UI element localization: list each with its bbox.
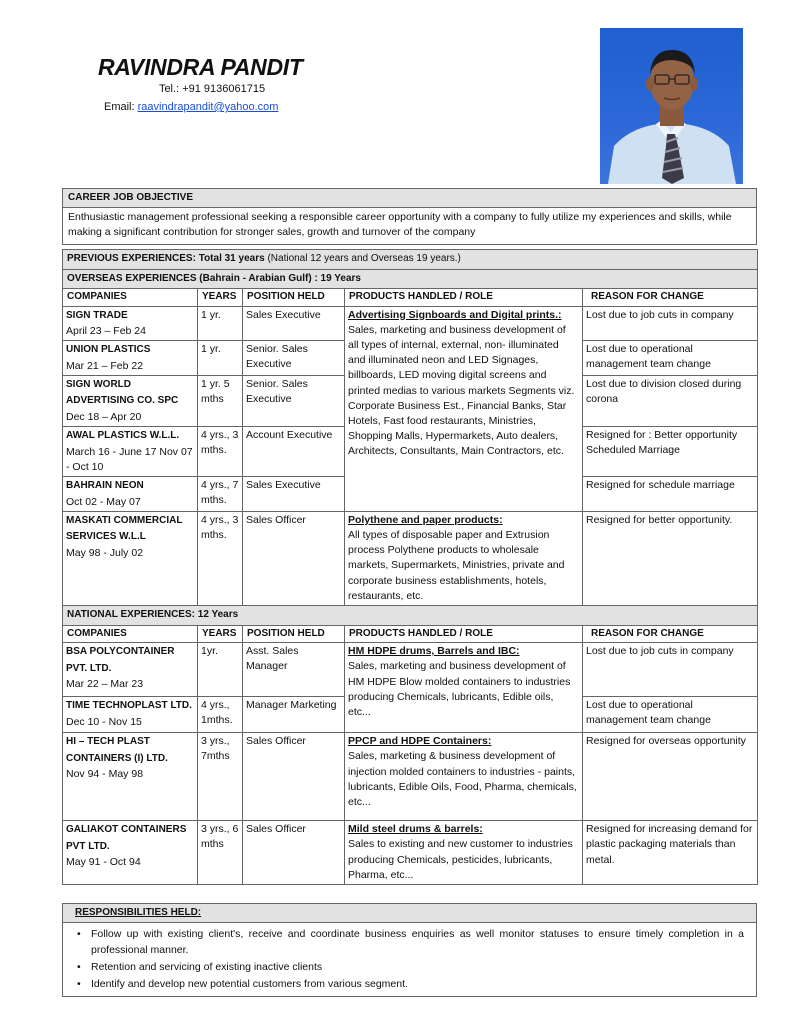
telephone: Tel.: +91 9136061715: [158, 83, 266, 95]
employment-dates: Mar 21 – Feb 22: [66, 359, 144, 372]
col-companies: COMPANIES: [63, 625, 198, 643]
email-link[interactable]: raavindrapandit@yahoo.com: [137, 101, 279, 113]
reason-value: Lost due to job cuts in company: [583, 643, 758, 697]
position-value: Manager Marketing: [243, 697, 345, 733]
responsibilities-list: [63, 923, 756, 996]
employment-dates: March 16 - June 17 Nov 07 - Oct 10: [66, 445, 193, 473]
products-text: Sales, marketing and business development of all types of internal, external, non- illuminated and illuminated neon and LED Signages, billboards, LED moving digital screens and printed medias to various markets Segments viz. Corporate Business Est., Financial Banks, Star Hotels, Fast food restaurants, Ministries, Shopping Malls, Hypermarkets, Auto dealers, Architects, Consultants, Main Contractors, etc.: [348, 323, 575, 458]
company-name: UNION PLASTICS: [66, 344, 151, 356]
employment-dates: Mar 22 – Mar 23: [66, 678, 144, 691]
products-polythene: [345, 511, 583, 605]
products-title: Polythene and paper products:: [348, 513, 503, 526]
years-value: 3 yrs., 7mths: [198, 733, 243, 821]
products-title: Advertising Signboards and Digital prints.:: [348, 308, 562, 321]
position-value: Account Executive: [243, 427, 345, 477]
career-objective-section: [62, 188, 757, 245]
employment-dates: Oct 02 - May 07: [66, 495, 141, 508]
position-value: Sales Officer: [243, 733, 345, 821]
company-name: HI – TECH PLAST CONTAINERS (I) LTD.: [66, 736, 168, 764]
products-text: All types of disposable paper and Extrusion process Polythene products to wholesale markets, Supermarkets, Ministries, private and corporate business establishments, hotels, restaurants, etc.: [348, 529, 565, 602]
reason-value: Resigned for increasing demand for plastic packaging materials than metal.: [583, 821, 758, 885]
col-position: POSITION HELD: [243, 625, 345, 643]
products-title: PPCP and HDPE Containers:: [348, 735, 492, 748]
years-value: 1 yr.: [198, 306, 243, 341]
reason-value: Lost due to operational management team change: [583, 697, 758, 733]
products-ppcp: [345, 733, 583, 821]
col-reason: REASON FOR CHANGE: [583, 289, 758, 307]
company-name: MASKATI COMMERCIAL SERVICES W.L.L: [66, 514, 183, 543]
reason-value: Lost due to operational management team change: [583, 341, 758, 376]
position-value: Sales Officer: [243, 511, 345, 605]
years-value: 3 yrs., 6 mths: [198, 821, 243, 885]
products-advertising: [345, 306, 583, 511]
experience-table: [62, 249, 758, 885]
products-text: Sales, marketing and business development of HM HDPE Blow molded containers to industries producing Chemicals, lubricants, Edible oils, etc...: [348, 660, 571, 718]
col-years: YEARS: [198, 289, 243, 307]
position-value: Asst. Sales Manager: [243, 643, 345, 697]
reason-value: Resigned for overseas opportunity: [583, 733, 758, 821]
company-name: BSA POLYCONTAINER PVT. LTD.: [66, 646, 175, 674]
col-companies: COMPANIES: [63, 289, 198, 307]
products-text: Sales to existing and new customer to industries producing Chemicals, pesticides, lubricants, Pharma, etc...: [348, 838, 573, 881]
years-value: 4 yrs., 7 mths.: [198, 477, 243, 512]
candidate-name: RAVINDRA PANDIT: [98, 54, 303, 80]
years-value: 4 yrs., 3 mths.: [198, 427, 243, 477]
col-products: PRODUCTS HANDLED / ROLE: [345, 625, 583, 643]
previous-experiences-total: PREVIOUS EXPERIENCES: Total 31 years: [67, 253, 265, 264]
reason-value: Resigned for schedule marriage: [583, 477, 758, 512]
list-item: • Follow up with existing client's, receive and coordinate business enquiries as well monitor statuses to ensure timely completion in a professional manner.: [75, 926, 744, 960]
col-position: POSITION HELD: [243, 289, 345, 307]
table-row: [63, 511, 758, 605]
overseas-experiences-title: OVERSEAS EXPERIENCES (Bahrain - Arabian Gulf) : 19 Years: [63, 269, 758, 289]
employment-dates: Nov 94 - May 98: [66, 768, 144, 781]
products-title: Mild steel drums & barrels:: [348, 823, 483, 836]
profile-photo: [600, 28, 743, 184]
position-value: Sales Executive: [243, 306, 345, 341]
employment-dates: May 98 - July 02: [66, 546, 144, 559]
reason-value: Lost due to job cuts in company: [583, 306, 758, 341]
career-objective-title: CAREER JOB OBJECTIVE: [63, 189, 756, 208]
table-row: [63, 821, 758, 885]
col-reason: REASON FOR CHANGE: [583, 625, 758, 643]
products-text: Sales, marketing & business development of injection molded containers to industries - paints, lubricants, Edible Oils, Food, Pharma, chemicals, etc...: [348, 750, 577, 808]
position-value: Sales Officer: [243, 821, 345, 885]
col-products: PRODUCTS HANDLED / ROLE: [345, 289, 583, 307]
reason-value: Resigned for better opportunity.: [583, 511, 758, 605]
responsibilities-section: [62, 903, 757, 997]
list-item: • Retention and servicing of existing inactive clients: [75, 959, 744, 976]
previous-experiences-band: [63, 250, 758, 270]
position-value: Sales Executive: [243, 477, 345, 512]
company-name: TIME TECHNOPLAST LTD.: [66, 700, 192, 712]
products-ms-drums: [345, 821, 583, 885]
national-experiences-title: NATIONAL EXPERIENCES: 12 Years: [63, 606, 758, 626]
previous-experiences-breakdown: (National 12 years and Overseas 19 years.): [264, 253, 461, 264]
employment-dates: May 91 - Oct 94: [66, 856, 141, 869]
position-value: Senior. Sales Executive: [243, 341, 345, 376]
table-row: [63, 643, 758, 697]
company-name: SIGN WORLD ADVERTISING CO. SPC: [66, 378, 179, 407]
company-name: SIGN TRADE: [66, 309, 128, 321]
years-value: 1 yr. 5 mths: [198, 375, 243, 426]
reason-value: Resigned for : Better opportunity Scheduled Marriage: [583, 427, 758, 477]
reason-value: Lost due to division closed during corona: [583, 375, 758, 426]
products-hdpe-drums: [345, 643, 583, 733]
email-label: Email:: [104, 101, 138, 113]
employment-dates: Dec 10 - Nov 15: [66, 715, 142, 728]
portrait-illustration: [600, 28, 743, 184]
company-name: GALIAKOT CONTAINERS PVT LTD.: [66, 824, 187, 852]
years-value: 1 yr.: [198, 341, 243, 376]
years-value: 4 yrs., 3 mths.: [198, 511, 243, 605]
products-title: HM HDPE drums, Barrels and IBC:: [348, 645, 520, 658]
employment-dates: Dec 18 – Apr 20: [66, 410, 142, 423]
years-value: 1yr.: [198, 643, 243, 697]
table-row: [63, 733, 758, 821]
col-years: YEARS: [198, 625, 243, 643]
national-column-headers: [63, 625, 758, 643]
employment-dates: April 23 – Feb 24: [66, 325, 146, 337]
email-line: [104, 100, 278, 115]
career-objective-text: Enthusiastic management professional seeking a responsible career opportunity with a company to fully utilize my experiences and skills, while making a significant contribution for stronger sales, growth and turnover of the company: [68, 210, 732, 239]
years-value: 4 yrs., 1mths.: [198, 697, 243, 733]
list-item: • Identify and develop new potential customers from various segment.: [75, 976, 744, 993]
table-row: [63, 306, 758, 341]
company-name: AWAL PLASTICS W.L.L.: [66, 430, 180, 442]
position-value: Senior. Sales Executive: [243, 375, 345, 426]
responsibilities-title: RESPONSIBILITIES HELD:: [63, 904, 756, 923]
overseas-column-headers: [63, 289, 758, 307]
company-name: BAHRAIN NEON: [66, 480, 144, 492]
